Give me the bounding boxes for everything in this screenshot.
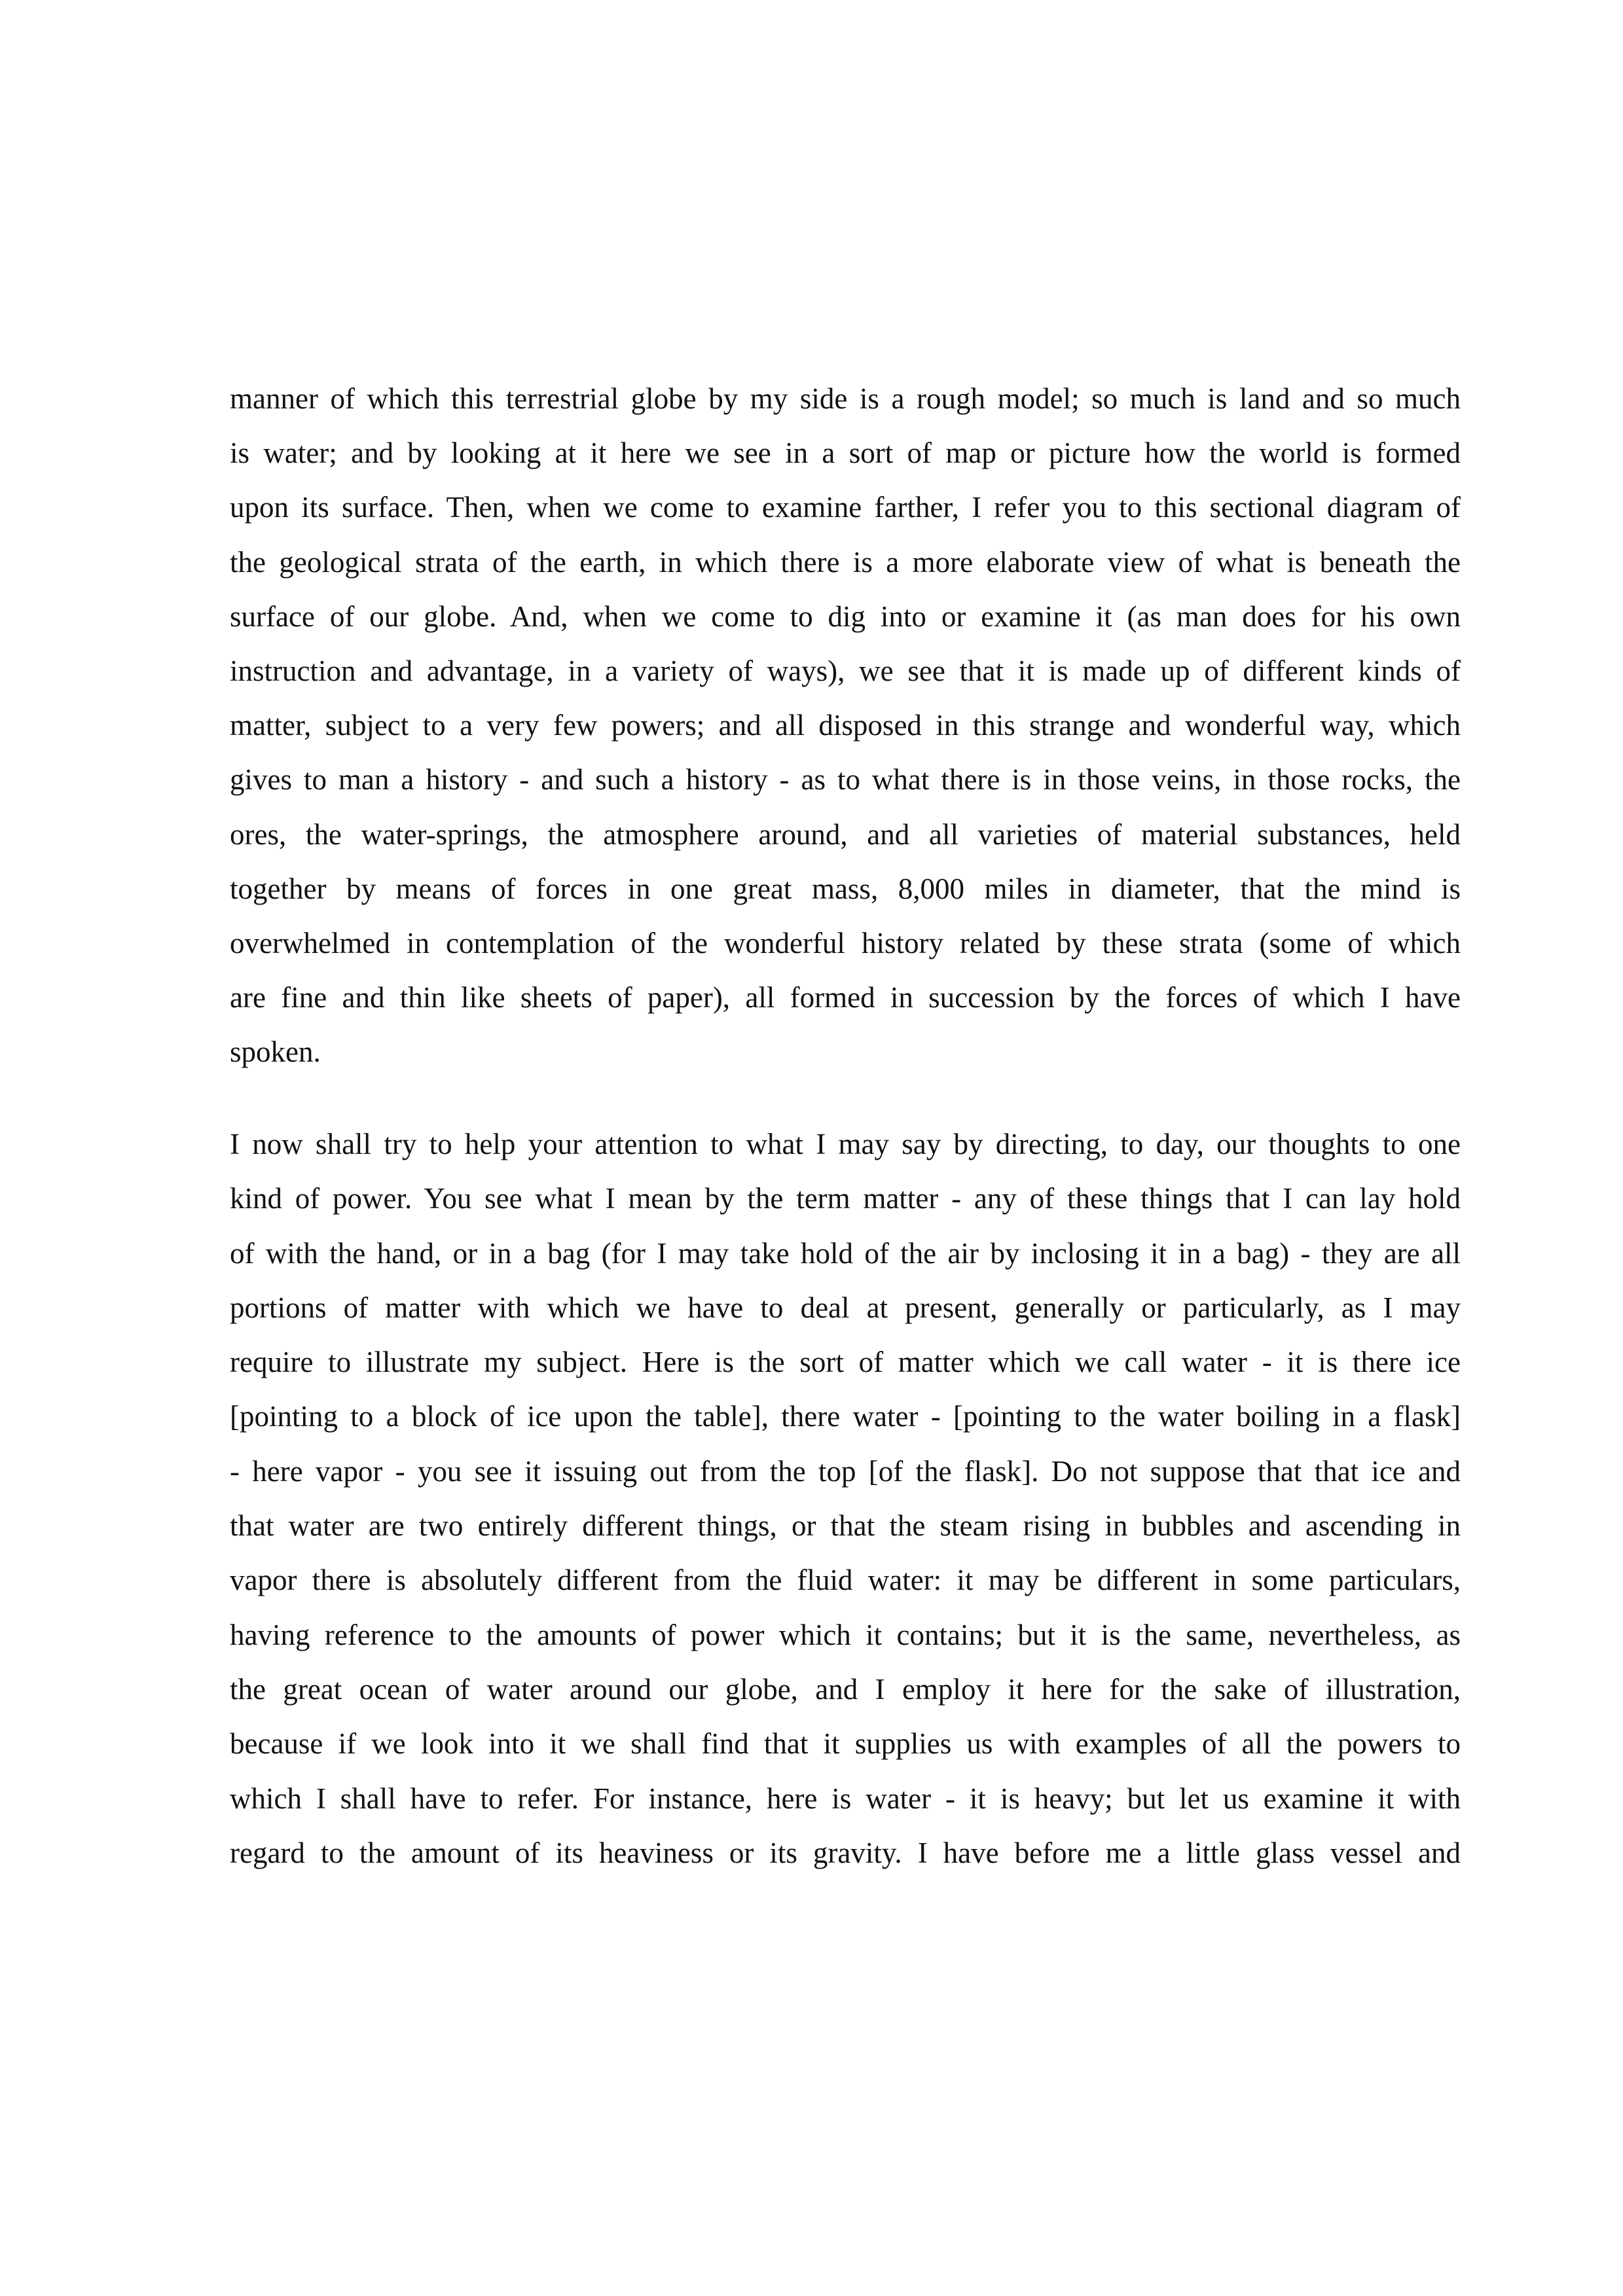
text-line: I now shall try to help your attention to what I may say by directing, to day, our thoughts to one — [230, 1128, 1461, 1160]
text-line: ores, the water-springs, the atmosphere around, and all varieties of material substances, held — [230, 817, 1461, 851]
text-line: together by means of forces in one great mass, 8,000 miles in diameter, that the mind is — [230, 872, 1461, 905]
text-line: regard to the amount of its heaviness or its gravity. I have before me a little glass vessel and — [230, 1836, 1461, 1869]
text-line: the geological strata of the earth, in which there is a more elaborate view of what is beneath the — [230, 545, 1461, 579]
text-line: is water; and by looking at it here we see in a sort of map or picture how the world is formed — [230, 437, 1461, 470]
text-line: gives to man a history - and such a history - as to what there is in those veins, in those rocks, the — [230, 763, 1461, 797]
text-line: because if we look into it we shall find that it supplies us with examples of all the powers to — [230, 1727, 1461, 1761]
text-line: overwhelmed in contemplation of the wonderful history related by these strata (some of which — [230, 926, 1461, 960]
text-line: - here vapor - you see it issuing out from the top [of the flask]. Do not suppose that that ice and — [230, 1454, 1461, 1488]
text-line: [pointing to a block of ice upon the table], there water - [pointing to the water boiling in a flask] — [230, 1400, 1461, 1433]
text-line: the great ocean of water around our globe, and I employ it here for the sake of illustration, — [230, 1672, 1461, 1706]
text-line: matter, subject to a very few powers; and all disposed in this strange and wonderful way, which — [230, 709, 1461, 742]
text-line: portions of matter with which we have to deal at present, generally or particularly, as I may — [230, 1291, 1461, 1324]
text-line: instruction and advantage, in a variety of ways), we see that it is made up of different kinds of — [230, 654, 1461, 687]
paragraph-1 — [230, 372, 1461, 1079]
text-line: are fine and thin like sheets of paper), all formed in succession by the forces of which I have — [230, 981, 1461, 1014]
text-line: having reference to the amounts of power which it contains; but it is the same, nevertheless, as — [230, 1618, 1461, 1651]
text-line: surface of our globe. And, when we come to dig into or examine it (as man does for his own — [230, 600, 1461, 633]
text-line: that water are two entirely different things, or that the steam rising in bubbles and ascending in — [230, 1509, 1461, 1543]
text-line: upon its surface. Then, when we come to examine farther, I refer you to this sectional diagram of — [230, 491, 1461, 524]
text-line: spoken. — [230, 1035, 321, 1069]
paragraph-2 — [230, 1117, 1461, 1880]
text-line: require to illustrate my subject. Here is the sort of matter which we call water - it is there ice — [230, 1346, 1461, 1379]
text-line: of with the hand, or in a bag (for I may take hold of the air by inclosing it in a bag) - they are all — [230, 1236, 1461, 1270]
text-line: kind of power. You see what I mean by the term matter - any of these things that I can lay hold — [230, 1182, 1461, 1215]
text-line: manner of which this terrestrial globe by my side is a rough model; so much is land and so much — [230, 382, 1461, 415]
text-line: vapor there is absolutely different from the fluid water: it may be different in some particulars, — [230, 1564, 1461, 1597]
text-line: which I shall have to refer. For instance, here is water - it is heavy; but let us examine it with — [230, 1782, 1461, 1815]
